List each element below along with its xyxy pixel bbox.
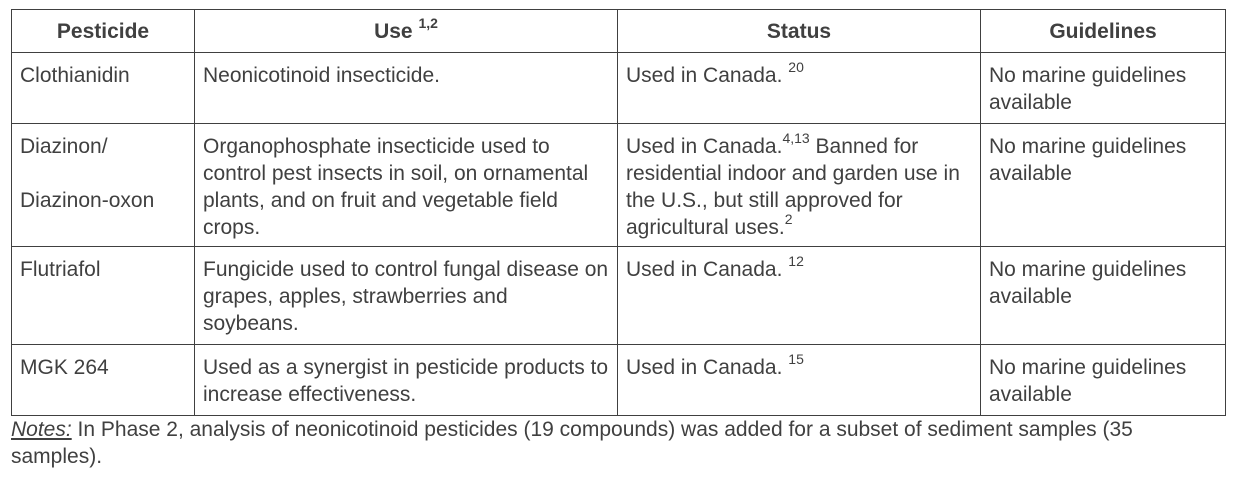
cell-use: Used as a synergist in pesticide products to increase effectiveness. — [195, 345, 618, 416]
cell-pesticide: MGK 264 — [12, 345, 195, 416]
header-pesticide: Pesticide — [12, 10, 195, 53]
cell-status: Used in Canada. $^{15}$ — [618, 345, 981, 416]
cell-use: Organophosphate insecticide used to control pest insects in soil, on ornamental plants, and on fruit and vegetable field crops. — [195, 124, 618, 247]
cell-pesticide: Clothianidin — [12, 53, 195, 124]
table-notes — [11, 416, 1225, 470]
pesticide-name-line1: Diazinon/ — [20, 135, 108, 158]
pesticide-table — [11, 9, 1226, 416]
cell-status: Used in Canada.$^{4,13}$ Banned for residential indoor and garden use in the U.S., but still approved for agricultural uses.$^2$ — [618, 124, 981, 247]
table-row — [12, 53, 1226, 124]
document — [11, 9, 1225, 470]
status-footnote: 15 — [788, 351, 804, 367]
notes-label: Notes: — [11, 418, 72, 441]
cell-guidelines: No marine guidelines available — [981, 53, 1226, 124]
pesticide-name-line2: Diazinon-oxon — [20, 189, 155, 212]
cell-use: Fungicide used to control fungal disease on grapes, apples, strawberries and soybeans. — [195, 247, 618, 345]
status-footnote: 2 — [784, 211, 793, 227]
cell-guidelines: No marine guidelines available — [981, 247, 1226, 345]
cell-pesticide: Flutriafol — [12, 247, 195, 345]
table-header-row — [12, 10, 1226, 53]
header-guidelines: Guidelines — [981, 10, 1226, 53]
table-row — [12, 124, 1226, 247]
cell-guidelines: No marine guidelines available — [981, 345, 1226, 416]
header-use: Use $^{1,2}$ — [195, 10, 618, 53]
table-row — [12, 345, 1226, 416]
cell-guidelines: No marine guidelines available — [981, 124, 1226, 247]
cell-status: Used in Canada. $^{20}$ — [618, 53, 981, 124]
status-footnote: 4,13 — [782, 130, 810, 146]
status-footnote: 12 — [788, 253, 804, 269]
header-use-footnote: 1,2 — [418, 14, 438, 31]
notes-text: In Phase 2, analysis of neonicotinoid pesticides (19 compounds) was added for a subset of sediment samples (35 samples). — [11, 418, 1133, 468]
cell-status: Used in Canada. $^{12}$ — [618, 247, 981, 345]
cell-use: Neonicotinoid insecticide. — [195, 53, 618, 124]
cell-pesticide — [12, 124, 195, 247]
table-row — [12, 247, 1226, 345]
status-footnote: 20 — [788, 59, 804, 75]
header-status: Status — [618, 10, 981, 53]
